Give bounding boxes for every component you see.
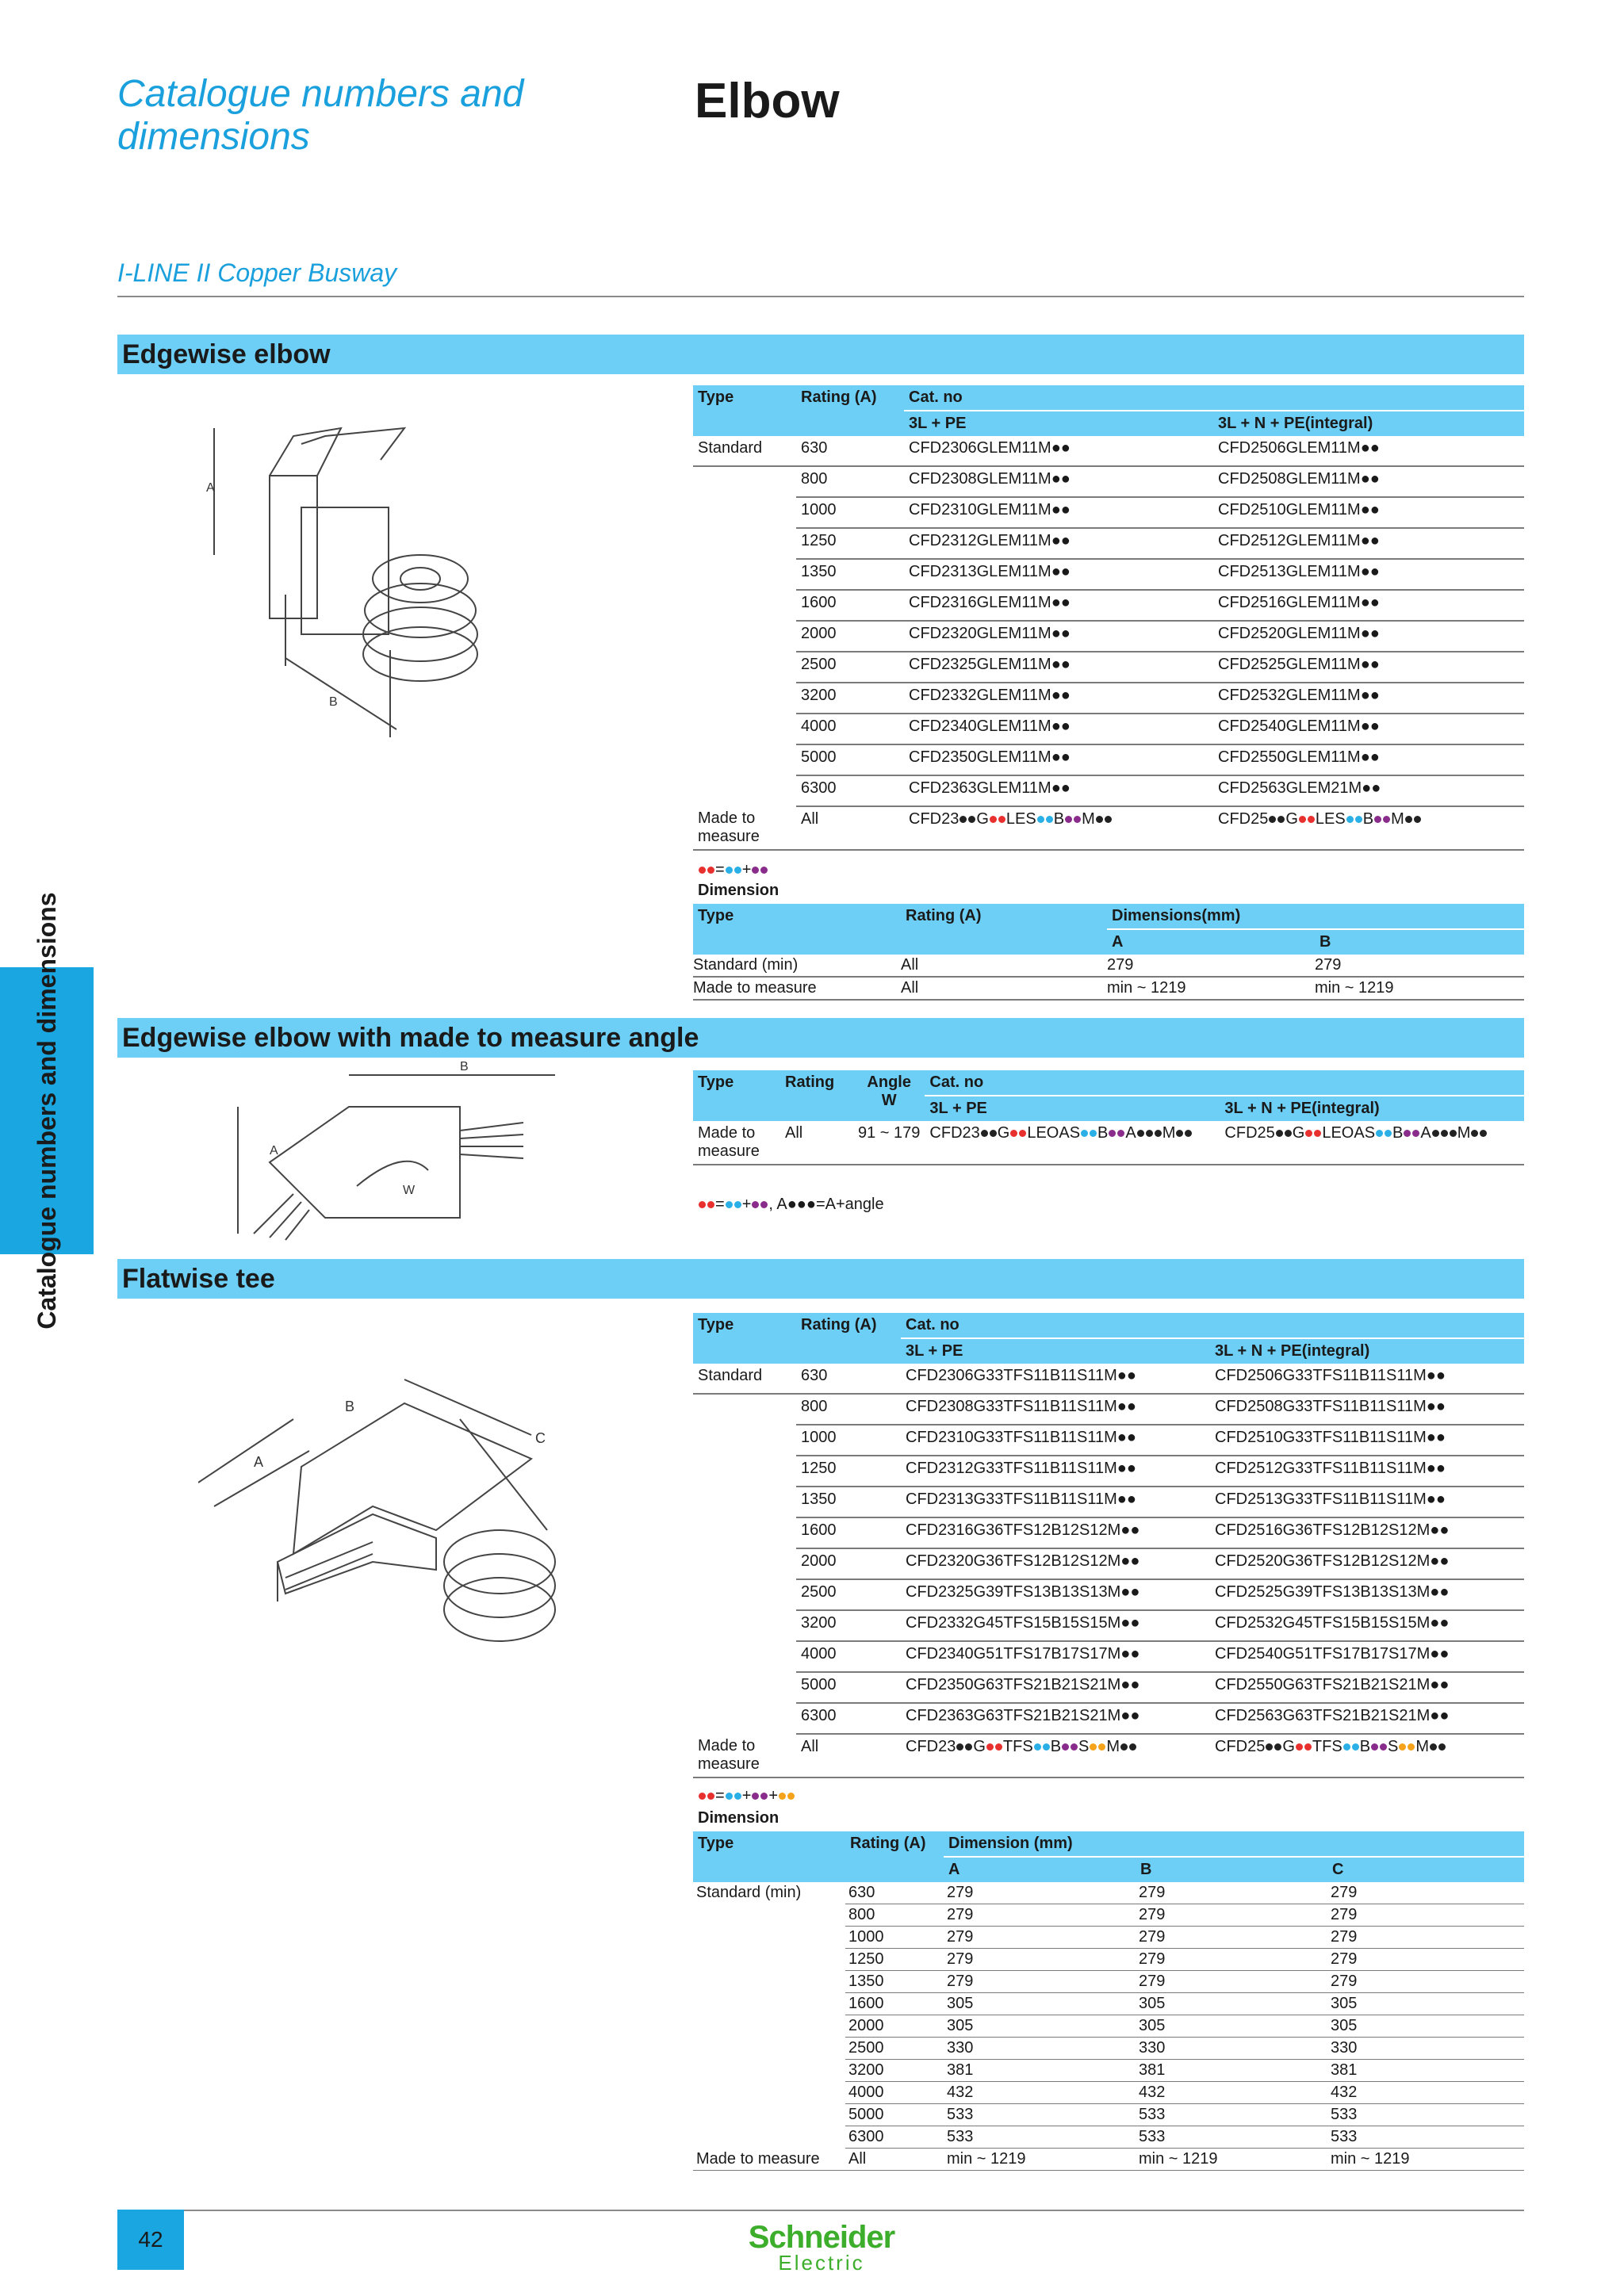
- cell-catno-3l-n-pe: CFD25 G LES B M: [1213, 806, 1524, 850]
- cell-rating: 800: [845, 1904, 944, 1927]
- cell-dim-a: 305: [944, 1993, 1136, 2015]
- table-row: [693, 528, 1524, 559]
- cell-dim-c: 279: [1327, 1971, 1524, 1993]
- table-row: [693, 1993, 1524, 2015]
- col-3l-n-pe: 3L + N + PE(integral): [1220, 1096, 1524, 1121]
- table-row: [693, 1364, 1524, 1394]
- cell-type: [693, 2015, 845, 2038]
- cell-dim-b: 533: [1136, 2126, 1327, 2149]
- col-3l-n-pe: 3L + N + PE(integral): [1210, 1338, 1524, 1364]
- cell-catno-3l-n-pe: CFD2563GLEM21M●●: [1213, 775, 1524, 806]
- col-type: Type: [693, 1313, 796, 1364]
- cell-dim-a: 279: [1107, 955, 1315, 977]
- cell-dim-b: 279: [1136, 1904, 1327, 1927]
- angle-catalogue-table: [693, 1070, 1524, 1165]
- cell-catno-3l-pe: CFD2350G63TFS21B21S21M●●: [901, 1672, 1210, 1703]
- table-row: [693, 1703, 1524, 1734]
- col-catno: Cat. no: [901, 1313, 1524, 1338]
- schneider-logo: [734, 2220, 909, 2275]
- table-row: [693, 1121, 1524, 1165]
- cell-rating: 1350: [796, 559, 904, 590]
- table-row: [693, 714, 1524, 744]
- cell-type: [693, 2126, 845, 2149]
- cell-type: [693, 652, 796, 683]
- cell-type: [693, 1425, 796, 1456]
- cell-rating: 2500: [845, 2038, 944, 2060]
- cell-dim-a: 279: [944, 1971, 1136, 1993]
- cell-type: [693, 2104, 845, 2126]
- cell-rating: 6300: [845, 2126, 944, 2149]
- cell-catno-3l-pe: CFD2312GLEM11M●●: [904, 528, 1213, 559]
- cell-dim-c: 279: [1327, 1904, 1524, 1927]
- cell-rating: 1250: [796, 528, 904, 559]
- cell-type: [693, 2038, 845, 2060]
- cell-catno-3l-n-pe: CFD2520GLEM11M●●: [1213, 621, 1524, 652]
- table-row-made-to-measure: [693, 1734, 1524, 1777]
- cell-rating: 5000: [845, 2104, 944, 2126]
- cell-catno-3l-pe: CFD2332G45TFS15B15S15M●●: [901, 1610, 1210, 1641]
- table-row: [693, 466, 1524, 497]
- cell-rating: 6300: [796, 1703, 901, 1734]
- cell-catno-3l-n-pe: CFD2510GLEM11M●●: [1213, 497, 1524, 528]
- cell-type: [693, 1517, 796, 1548]
- col-rating: Rating (A): [796, 385, 904, 436]
- cell-dim-c: min ~ 1219: [1327, 2149, 1524, 2171]
- cell-catno-3l-pe: CFD2340G51TFS17B17S17M●●: [901, 1641, 1210, 1672]
- cell-catno-3l-n-pe: CFD2512GLEM11M●●: [1213, 528, 1524, 559]
- col-angle: Angle W: [853, 1070, 925, 1121]
- cell-catno-3l-pe: CFD2312G33TFS11B11S11M●●: [901, 1456, 1210, 1487]
- cell-rating: 800: [796, 1394, 901, 1425]
- cell-rating: 2000: [845, 2015, 944, 2038]
- table-row: [693, 436, 1524, 466]
- edgewise-elbow-figure: [182, 412, 484, 745]
- cell-catno-3l-n-pe: CFD2516G36TFS12B12S12M●●: [1210, 1517, 1524, 1548]
- dim-col-c: C: [1327, 1857, 1524, 1882]
- cell-rating: 800: [796, 466, 904, 497]
- cell-catno-3l-n-pe: CFD2520G36TFS12B12S12M●●: [1210, 1548, 1524, 1579]
- cell-rating: 1600: [845, 1993, 944, 2015]
- cell-catno-3l-n-pe: CFD2532G45TFS15B15S15M●●: [1210, 1610, 1524, 1641]
- cell-dim-a: 279: [944, 1882, 1136, 1904]
- fig-label-b: B: [345, 1399, 355, 1414]
- cell-dim-b: 533: [1136, 2104, 1327, 2126]
- col-rating: Rating: [780, 1070, 853, 1121]
- cell-catno-3l-pe: CFD2363G63TFS21B21S21M●●: [901, 1703, 1210, 1734]
- dimension-label-edgewise: Dimension: [698, 882, 779, 899]
- cell-catno-3l-n-pe: CFD2510G33TFS11B11S11M●●: [1210, 1425, 1524, 1456]
- cell-dim-b: 279: [1315, 955, 1524, 977]
- cell-catno-3l-pe: CFD23 G LEOAS B A M: [925, 1121, 1220, 1165]
- table-row: [693, 1927, 1524, 1949]
- table-row: [693, 1949, 1524, 1971]
- cell-catno-3l-n-pe: CFD25 G TFS B S M: [1210, 1734, 1524, 1777]
- table-row: [693, 2015, 1524, 2038]
- cell-catno-3l-pe: CFD2316G36TFS12B12S12M●●: [901, 1517, 1210, 1548]
- dim-col-rating: Rating (A): [901, 904, 1107, 955]
- cell-type: Standard: [693, 1364, 796, 1394]
- cell-dim-c: 305: [1327, 1993, 1524, 2015]
- fig-label-w: W: [403, 1184, 416, 1197]
- cell-dim-c: 279: [1327, 1927, 1524, 1949]
- cell-rating: 4000: [845, 2082, 944, 2104]
- cell-dim-b: 279: [1136, 1949, 1327, 1971]
- cell-catno-3l-n-pe: CFD2513GLEM11M●●: [1213, 559, 1524, 590]
- cell-type: [693, 1641, 796, 1672]
- cell-rating: 1600: [796, 1517, 901, 1548]
- col-3l-pe: 3L + PE: [925, 1096, 1220, 1121]
- cell-dim-b: 432: [1136, 2082, 1327, 2104]
- table-row: [693, 590, 1524, 621]
- cell-rating: 2000: [796, 1548, 901, 1579]
- fig-label-b: B: [329, 695, 338, 709]
- cell-type: Made to measure: [693, 806, 796, 850]
- cell-rating: 3200: [845, 2060, 944, 2082]
- table-row: [693, 559, 1524, 590]
- cell-dim-a: 330: [944, 2038, 1136, 2060]
- table-row: [693, 2126, 1524, 2149]
- legend-tail: , A●●●=A+angle: [768, 1196, 884, 1213]
- cell-type: [693, 683, 796, 714]
- cell-dim-c: 381: [1327, 2060, 1524, 2082]
- cell-type: [693, 1394, 796, 1425]
- table-row: [693, 1579, 1524, 1610]
- table-row: [693, 775, 1524, 806]
- table-row: [693, 977, 1524, 1000]
- cell-rating: 630: [796, 436, 904, 466]
- cell-rating: 1250: [796, 1456, 901, 1487]
- cell-type: [693, 590, 796, 621]
- cell-dim-b: 330: [1136, 2038, 1327, 2060]
- cell-dim-a: 279: [944, 1904, 1136, 1927]
- cell-dim-c: 305: [1327, 2015, 1524, 2038]
- cell-type: [693, 1949, 845, 1971]
- cell-dim-a: 305: [944, 2015, 1136, 2038]
- cell-catno-3l-pe: CFD2306GLEM11M●●: [904, 436, 1213, 466]
- cell-type: [693, 1456, 796, 1487]
- table-row-made-to-measure: [693, 806, 1524, 850]
- cell-dim-b: 381: [1136, 2060, 1327, 2082]
- cell-type: [693, 1579, 796, 1610]
- cell-catno-3l-n-pe: CFD2525GLEM11M●●: [1213, 652, 1524, 683]
- cell-rating: 1350: [796, 1487, 901, 1517]
- cell-type: [693, 1927, 845, 1949]
- cell-type: [693, 2082, 845, 2104]
- cell-catno-3l-pe: CFD2308G33TFS11B11S11M●●: [901, 1394, 1210, 1425]
- cell-catno-3l-n-pe: CFD2506G33TFS11B11S11M●●: [1210, 1364, 1524, 1394]
- cell-type: Made to measure: [693, 2149, 845, 2171]
- cell-type: Standard (min): [693, 955, 901, 977]
- cell-catno-3l-n-pe: CFD2512G33TFS11B11S11M●●: [1210, 1456, 1524, 1487]
- cell-rating: All: [796, 1734, 901, 1777]
- cell-rating: 2500: [796, 1579, 901, 1610]
- table-row: [693, 1672, 1524, 1703]
- dim-col-b: B: [1136, 1857, 1327, 1882]
- cell-catno-3l-pe: CFD2350GLEM11M●●: [904, 744, 1213, 775]
- section-title-tee: Flatwise tee: [122, 1264, 275, 1294]
- cell-dim-c: 533: [1327, 2104, 1524, 2126]
- angle-elbow-figure: [222, 1059, 555, 1242]
- cell-type: Standard (min): [696, 1884, 802, 1901]
- divider: [117, 296, 1524, 297]
- section-title: Catalogue numbers and dimensions: [117, 73, 524, 158]
- table-row: [693, 1904, 1524, 1927]
- fig-label-a: A: [270, 1144, 278, 1158]
- table-row: [693, 1610, 1524, 1641]
- cell-rating: 1600: [796, 590, 904, 621]
- table-row: [693, 683, 1524, 714]
- cell-type: [693, 621, 796, 652]
- dim-col-rating: Rating (A): [845, 1831, 944, 1882]
- cell-catno-3l-pe: CFD2325G39TFS13B13S13M●●: [901, 1579, 1210, 1610]
- cell-dim-a: 432: [944, 2082, 1136, 2104]
- section-title-angle: Edgewise elbow with made to measure angle: [122, 1023, 699, 1053]
- cell-dim-b: min ~ 1219: [1136, 2149, 1327, 2171]
- cell-type: [693, 1971, 845, 1993]
- cell-catno-3l-n-pe: CFD2563G63TFS21B21S21M●●: [1210, 1703, 1524, 1734]
- cell-dim-b: 279: [1136, 1971, 1327, 1993]
- col-3l-n-pe: 3L + N + PE(integral): [1213, 411, 1524, 436]
- cell-catno-3l-pe: CFD2310GLEM11M●●: [904, 497, 1213, 528]
- cell-catno-3l-pe: CFD2306G33TFS11B11S11M●●: [901, 1364, 1210, 1394]
- table-row-made-to-measure: [693, 2149, 1524, 2171]
- table-row: [693, 1487, 1524, 1517]
- cell-catno-3l-pe: CFD2320G36TFS12B12S12M●●: [901, 1548, 1210, 1579]
- table-row: [693, 1456, 1524, 1487]
- table-row: [693, 1882, 1524, 1904]
- cell-rating: 2500: [796, 652, 904, 683]
- cell-rating: 1000: [845, 1927, 944, 1949]
- cell-catno-3l-n-pe: CFD2516GLEM11M●●: [1213, 590, 1524, 621]
- cell-catno-3l-pe: CFD23 G LES B M: [904, 806, 1213, 850]
- cell-type: [693, 1703, 796, 1734]
- cell-type: Made to measure: [693, 977, 901, 1000]
- fig-label-a: A: [254, 1454, 264, 1470]
- cell-dim-a: 533: [944, 2104, 1136, 2126]
- cell-rating: 630: [845, 1882, 944, 1904]
- cell-dim-a: min ~ 1219: [944, 2149, 1136, 2171]
- cell-rating: 5000: [796, 1672, 901, 1703]
- cell-dim-c: 533: [1327, 2126, 1524, 2149]
- cell-dim-b: 279: [1136, 1882, 1327, 1904]
- fig-label-a: A: [206, 481, 215, 495]
- cell-catno-3l-n-pe: CFD2513G33TFS11B11S11M●●: [1210, 1487, 1524, 1517]
- cell-catno-3l-n-pe: CFD2506GLEM11M●●: [1213, 436, 1524, 466]
- cell-type: [693, 1993, 845, 2015]
- cell-rating: 1250: [845, 1949, 944, 1971]
- cell-dim-b: 305: [1136, 2015, 1327, 2038]
- col-3l-pe: 3L + PE: [904, 411, 1213, 436]
- table-row: [693, 2104, 1524, 2126]
- dim-col-dims: Dimensions(mm): [1107, 904, 1524, 929]
- cell-catno-3l-n-pe: CFD2550GLEM11M●●: [1213, 744, 1524, 775]
- table-row: [693, 744, 1524, 775]
- cell-dim-c: 432: [1327, 2082, 1524, 2104]
- table-row: [693, 1517, 1524, 1548]
- cell-catno-3l-pe: CFD2308GLEM11M●●: [904, 466, 1213, 497]
- logo-line1: Schneider: [748, 2220, 895, 2255]
- fig-label-b: B: [460, 1060, 469, 1073]
- table-row: [693, 2038, 1524, 2060]
- cell-dim-b: 305: [1136, 1993, 1327, 2015]
- cell-dim-a: 279: [944, 1927, 1136, 1949]
- cell-rating: 1000: [796, 497, 904, 528]
- cell-rating: 3200: [796, 1610, 901, 1641]
- cell-type: [693, 1487, 796, 1517]
- cell-catno-3l-pe: CFD2316GLEM11M●●: [904, 590, 1213, 621]
- cell-type: [693, 1672, 796, 1703]
- cell-catno-3l-pe: CFD23 G TFS B S M: [901, 1734, 1210, 1777]
- table-row: [693, 1394, 1524, 1425]
- cell-catno-3l-pe: CFD2313GLEM11M●●: [904, 559, 1213, 590]
- cell-type: [693, 466, 796, 497]
- tee-catalogue-table: [693, 1313, 1524, 1778]
- cell-catno-3l-n-pe: CFD2540G51TFS17B17S17M●●: [1210, 1641, 1524, 1672]
- cell-catno-3l-n-pe: CFD2532GLEM11M●●: [1213, 683, 1524, 714]
- cell-type: Standard: [693, 436, 796, 466]
- cell-dim-c: 330: [1327, 2038, 1524, 2060]
- page-number-box: [117, 2210, 184, 2270]
- edgewise-dimension-table: [693, 904, 1524, 1001]
- table-row: [693, 652, 1524, 683]
- cell-rating: All: [901, 955, 1107, 977]
- code-legend-edgewise: = +: [698, 861, 768, 879]
- side-tab-label: Catalogue numbers and dimensions: [33, 892, 61, 1330]
- side-tab: [0, 892, 94, 1330]
- code-legend-angle: = + , A●●●=A+angle: [698, 1196, 884, 1214]
- col-type: Type: [693, 1070, 780, 1121]
- dim-col-a: A: [944, 1857, 1136, 1882]
- col-catno: Cat. no: [904, 385, 1524, 411]
- cell-dim-b: min ~ 1219: [1315, 977, 1524, 1000]
- page-number: 42: [138, 2227, 163, 2252]
- section-bar-tee: [117, 1259, 1524, 1299]
- section-bar-edgewise: [117, 335, 1524, 374]
- cell-type: Made to measure: [693, 1734, 796, 1777]
- col-type: Type: [693, 385, 796, 436]
- cell-catno-3l-n-pe: CFD2508GLEM11M●●: [1213, 466, 1524, 497]
- cell-angle: 91 ~ 179: [853, 1121, 925, 1165]
- section-bar-angle: [117, 1018, 1524, 1058]
- cell-type: [693, 1904, 845, 1927]
- cell-dim-c: 279: [1327, 1882, 1524, 1904]
- cell-type: Made to measure: [693, 1121, 780, 1165]
- cell-type: [693, 775, 796, 806]
- dimension-label-tee: Dimension: [698, 1809, 779, 1827]
- col-3l-pe: 3L + PE: [901, 1338, 1210, 1364]
- flatwise-tee-figure: [198, 1372, 563, 1657]
- cell-catno-3l-pe: CFD2320GLEM11M●●: [904, 621, 1213, 652]
- table-row: [693, 2060, 1524, 2082]
- dim-col-type: Type: [693, 904, 901, 955]
- col-catno: Cat. no: [925, 1070, 1524, 1096]
- col-rating: Rating (A): [796, 1313, 901, 1364]
- cell-rating: All: [780, 1121, 853, 1165]
- cell-catno-3l-n-pe: CFD25 G LEOAS B A M: [1220, 1121, 1524, 1165]
- cell-dim-b: 279: [1136, 1927, 1327, 1949]
- cell-rating: 1350: [845, 1971, 944, 1993]
- cell-dim-a: 381: [944, 2060, 1136, 2082]
- footer-divider: [117, 2210, 1524, 2211]
- section-title-edgewise: Edgewise elbow: [122, 339, 331, 369]
- cell-rating: All: [845, 2149, 944, 2171]
- cell-type: [693, 1548, 796, 1579]
- cell-dim-a: 279: [944, 1949, 1136, 1971]
- cell-catno-3l-pe: CFD2340GLEM11M●●: [904, 714, 1213, 744]
- fig-label-c: C: [535, 1430, 546, 1446]
- cell-type: [693, 1610, 796, 1641]
- cell-type: [693, 744, 796, 775]
- cell-catno-3l-n-pe: CFD2550G63TFS21B21S21M●●: [1210, 1672, 1524, 1703]
- cell-rating: 2000: [796, 621, 904, 652]
- cell-catno-3l-pe: CFD2313G33TFS11B11S11M●●: [901, 1487, 1210, 1517]
- cell-catno-3l-pe: CFD2310G33TFS11B11S11M●●: [901, 1425, 1210, 1456]
- cell-type: [693, 2060, 845, 2082]
- table-row: [693, 1971, 1524, 1993]
- cell-rating: 4000: [796, 1641, 901, 1672]
- table-row: [693, 1641, 1524, 1672]
- cell-rating: 3200: [796, 683, 904, 714]
- cell-catno-3l-pe: CFD2363GLEM11M●●: [904, 775, 1213, 806]
- cell-type: [693, 528, 796, 559]
- cell-dim-a: 533: [944, 2126, 1136, 2149]
- cell-rating: 6300: [796, 775, 904, 806]
- cell-catno-3l-pe: CFD2325GLEM11M●●: [904, 652, 1213, 683]
- cell-type: [693, 714, 796, 744]
- code-legend-tee: = + +: [698, 1787, 795, 1805]
- table-row: [693, 955, 1524, 977]
- series-title: I-LINE II Copper Busway: [117, 258, 397, 287]
- cell-dim-a: min ~ 1219: [1107, 977, 1315, 1000]
- cell-catno-3l-n-pe: CFD2525G39TFS13B13S13M●●: [1210, 1579, 1524, 1610]
- dim-col-dims: Dimension (mm): [944, 1831, 1524, 1857]
- cell-rating: All: [796, 806, 904, 850]
- table-row: [693, 621, 1524, 652]
- cell-type: [693, 559, 796, 590]
- cell-rating: 1000: [796, 1425, 901, 1456]
- logo-line2: Electric: [778, 2251, 865, 2275]
- table-row: [693, 1425, 1524, 1456]
- edgewise-catalogue-table: [693, 385, 1524, 851]
- cell-rating: 4000: [796, 714, 904, 744]
- cell-catno-3l-n-pe: CFD2508G33TFS11B11S11M●●: [1210, 1394, 1524, 1425]
- cell-rating: All: [901, 977, 1107, 1000]
- dim-col-a: A: [1107, 929, 1315, 955]
- cell-rating: 5000: [796, 744, 904, 775]
- dim-col-b: B: [1315, 929, 1524, 955]
- table-row: [693, 1548, 1524, 1579]
- dim-col-type: Type: [693, 1831, 845, 1882]
- cell-catno-3l-pe: CFD2332GLEM11M●●: [904, 683, 1213, 714]
- cell-type: [693, 497, 796, 528]
- product-title: Elbow: [695, 74, 840, 128]
- cell-catno-3l-n-pe: CFD2540GLEM11M●●: [1213, 714, 1524, 744]
- cell-rating: 630: [796, 1364, 901, 1394]
- table-row: [693, 2082, 1524, 2104]
- tee-dimension-table: [693, 1831, 1524, 2171]
- table-row: [693, 497, 1524, 528]
- cell-dim-c: 279: [1327, 1949, 1524, 1971]
